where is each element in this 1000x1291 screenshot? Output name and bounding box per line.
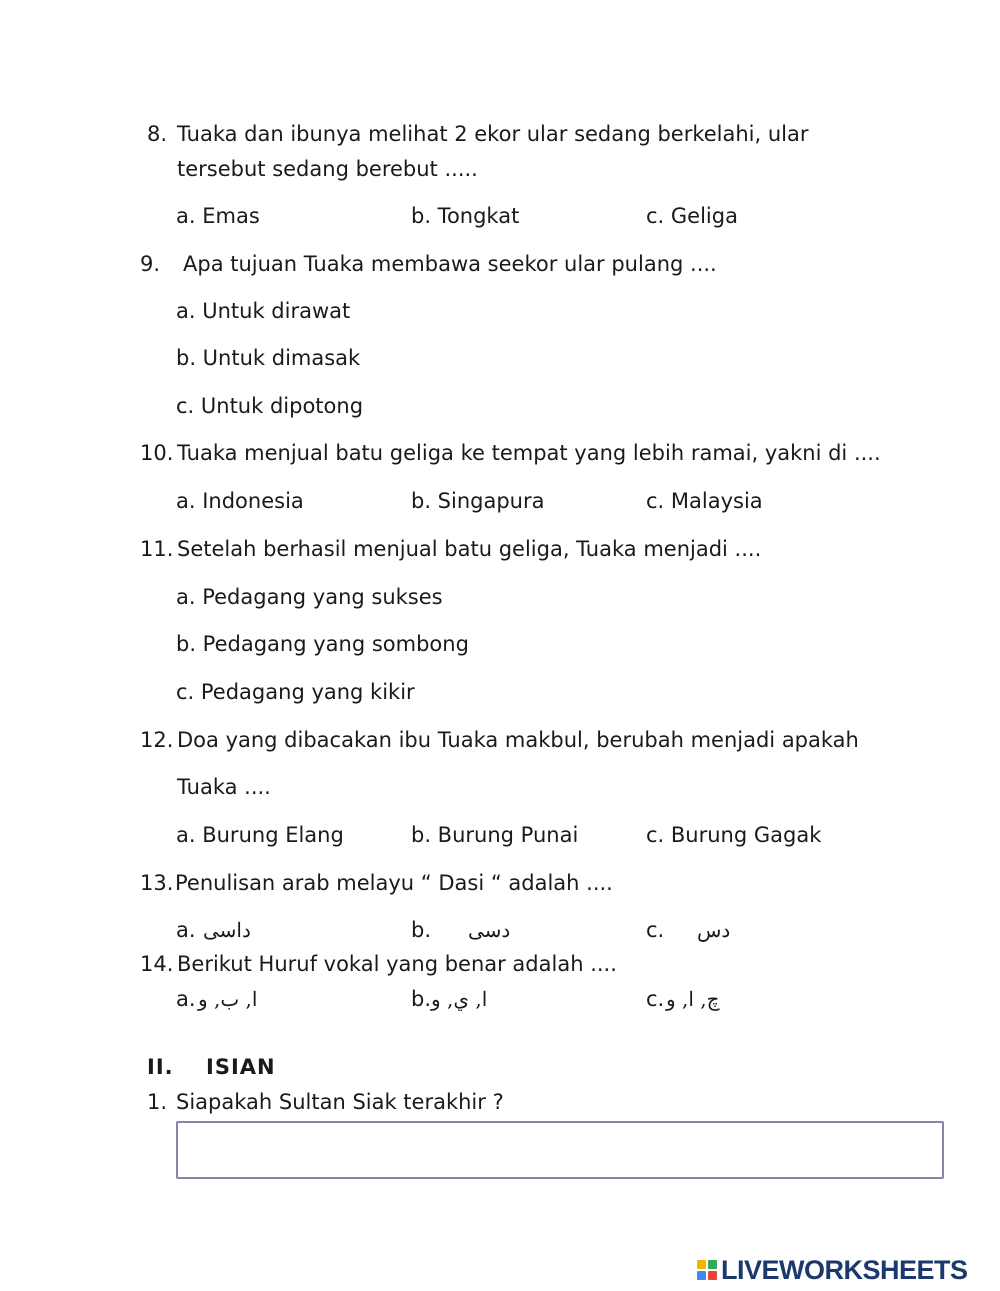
logo-block [708,1271,717,1280]
section-2-title: ISIAN [206,1055,276,1079]
question-14-option-c-arabic: چ, ا, و [666,987,720,1011]
question-12-number: 12. [140,728,174,752]
question-12-option-c: c. Burung Gagak [646,823,822,847]
logo-blocks-icon [697,1260,717,1280]
question-9-text: Apa tujuan Tuaka membawa seekor ular pulang .... [183,252,717,276]
question-14-option-a-arabic: ا, ب, و [198,987,258,1011]
question-9-option-c: c. Untuk dipotong [176,394,364,418]
question-8-text-line1: Tuaka dan ibunya melihat 2 ekor ular sedang berkelahi, ular [177,122,809,146]
question-10-text: Tuaka menjual batu geliga ke tempat yang lebih ramai, yakni di .... [177,441,881,465]
question-10-option-a: a. Indonesia [176,489,304,513]
question-11-text: Setelah berhasil menjual batu geliga, Tuaka menjadi .... [177,537,762,561]
question-14-option-a-label: a. [176,987,196,1011]
question-11-number: 11. [140,537,174,561]
question-8-number: 8. [147,122,168,146]
logo-text: LIVEWORKSHEETS [721,1254,968,1285]
question-8-option-b: b. Tongkat [411,204,520,228]
question-12-option-b: b. Burung Punai [411,823,579,847]
question-10-option-c: c. Malaysia [646,489,763,513]
liveworksheets-logo [697,1254,968,1285]
fill-question-1-number: 1. [147,1090,168,1114]
question-12-text-line1: Doa yang dibacakan ibu Tuaka makbul, berubah menjadi apakah [177,728,859,752]
question-10-option-b: b. Singapura [411,489,545,513]
logo-block [708,1260,717,1269]
question-13-option-b-arabic: دسی [468,918,511,942]
question-13-option-a-arabic: داسی [203,918,251,942]
question-10-number: 10. [140,441,174,465]
logo-block [697,1271,706,1280]
logo-block [697,1260,706,1269]
question-13-option-b-label: b. [411,918,432,942]
question-13-number: 13. [140,871,174,895]
question-14-text: Berikut Huruf vokal yang benar adalah .... [177,952,617,976]
question-14-option-b-arabic: ا, ي, و [431,987,488,1011]
question-11-option-b: b. Pedagang yang sombong [176,632,469,656]
question-9-option-b: b. Untuk dimasak [176,346,361,370]
question-13-option-c-arabic: دس [697,918,731,942]
question-14-option-c-label: c. [646,987,665,1011]
question-8-option-a: a. Emas [176,204,260,228]
question-8-text-line2: tersebut sedang berebut ..... [177,157,478,181]
question-14-option-b-label: b. [411,987,432,1011]
question-13-option-c-label: c. [646,918,665,942]
section-2-number: II. [147,1055,174,1079]
question-12-option-a: a. Burung Elang [176,823,344,847]
question-13-text: Penulisan arab melayu “ Dasi “ adalah .... [175,871,613,895]
question-14-number: 14. [140,952,174,976]
question-9-number: 9. [140,252,161,276]
question-8-option-c: c. Geliga [646,204,738,228]
question-13-option-a-label: a. [176,918,196,942]
question-11-option-c: c. Pedagang yang kikir [176,680,415,704]
question-11-option-a: a. Pedagang yang sukses [176,585,443,609]
fill-question-1-answer-box[interactable] [176,1121,944,1179]
fill-question-1-text: Siapakah Sultan Siak terakhir ? [176,1090,504,1114]
question-12-text-line2: Tuaka .... [177,775,271,799]
question-9-option-a: a. Untuk dirawat [176,299,351,323]
